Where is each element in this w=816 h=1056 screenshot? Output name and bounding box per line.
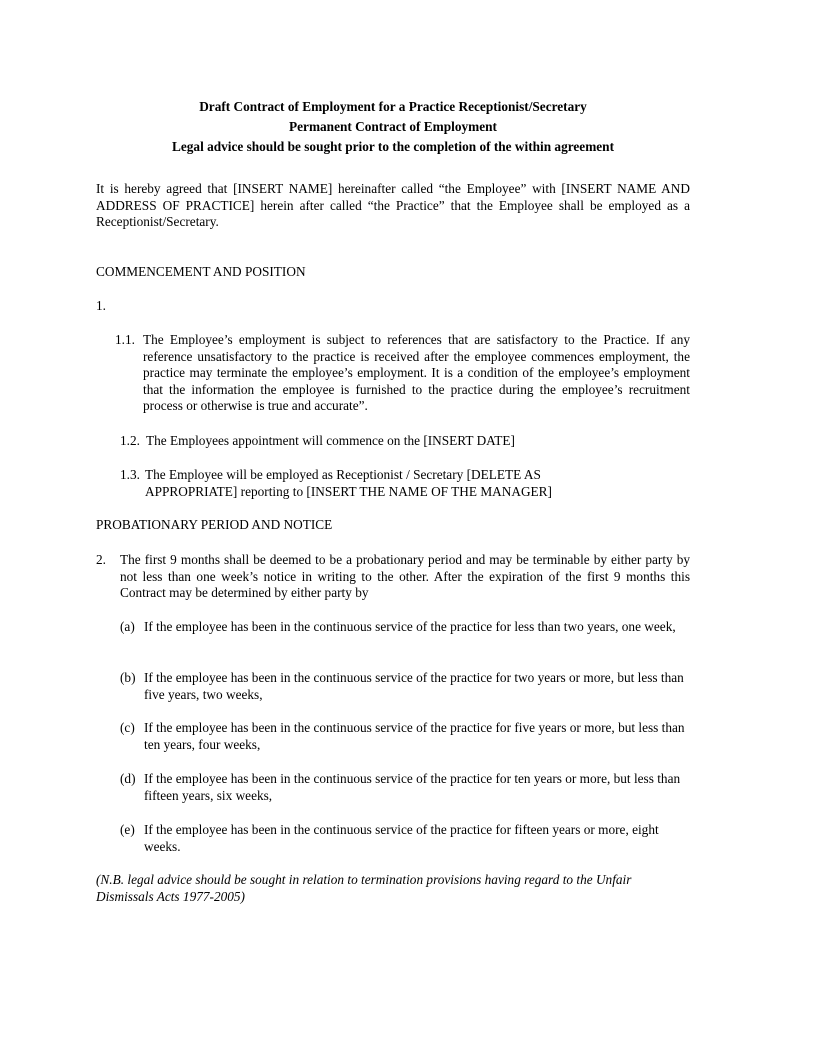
document-title xyxy=(96,97,690,157)
item-label: (d) xyxy=(120,771,136,786)
section-2-text: The first 9 months shall be deemed to be a probationary period and may be terminable by either party by not less than one week’s notice in writing to the other. After the expiration of the first 9 months this Contract may be determined by either party by xyxy=(120,552,690,601)
clause-text: The Employee will be employed as Receptionist / Secretary [DELETE AS APPROPRIATE] reporting to [INSERT THE NAME OF THE MANAGER] xyxy=(145,467,552,499)
clause-text: The Employees appointment will commence on the [INSERT DATE] xyxy=(146,433,515,448)
notice-item-a xyxy=(120,619,690,636)
clause-label: 1.3. xyxy=(120,467,140,482)
item-label: (c) xyxy=(120,720,135,735)
section-1-heading: COMMENCEMENT AND POSITION xyxy=(96,264,306,279)
intro-paragraph: It is hereby agreed that [INSERT NAME] hereinafter called “the Employee” with [INSERT NAME AND ADDRESS OF PRACTICE] herein after called “the Practice” that the Employee shall be employed as a Receptionist/Secretary. xyxy=(96,181,690,230)
legal-note: (N.B. legal advice should be sought in relation to termination provisions having regard to the Unfair Dismissals Acts 1977-2005) xyxy=(96,872,632,904)
item-text: If the employee has been in the continuous service of the practice for fifteen years or more, eight weeks. xyxy=(144,822,659,854)
item-label: (a) xyxy=(120,619,135,634)
notice-item-d xyxy=(120,771,690,804)
section-2-number: 2. xyxy=(96,552,106,567)
clause-text: The Employee’s employment is subject to references that are satisfactory to the Practice. If any reference unsatisfactory to the practice is received after the employee commences employment, the practice may terminate the employee’s employment. It is a condition of the employee’s employment that the information the employee is furnished to the practice during the employee’s recruitment process or otherwise is true and accurate”. xyxy=(143,332,690,414)
clause-1-3 xyxy=(120,467,570,500)
clause-1-1 xyxy=(115,332,690,415)
section-1-number: 1. xyxy=(96,298,106,313)
title-line-3: Legal advice should be sought prior to the completion of the within agreement xyxy=(172,139,614,154)
clause-1-2 xyxy=(120,433,690,450)
clause-label: 1.2. xyxy=(120,433,140,448)
title-line-1: Draft Contract of Employment for a Practice Receptionist/Secretary xyxy=(199,99,587,114)
item-text: If the employee has been in the continuous service of the practice for less than two years, one week, xyxy=(144,619,676,634)
notice-item-c xyxy=(120,720,690,753)
section-2-heading: PROBATIONARY PERIOD AND NOTICE xyxy=(96,517,333,532)
clause-label: 1.1. xyxy=(115,332,135,347)
item-text: If the employee has been in the continuous service of the practice for five years or more, but less than ten years, four weeks, xyxy=(144,720,685,752)
item-label: (b) xyxy=(120,670,136,685)
notice-item-e xyxy=(120,822,690,855)
title-line-2: Permanent Contract of Employment xyxy=(289,119,497,134)
item-label: (e) xyxy=(120,822,135,837)
notice-item-b xyxy=(120,670,690,703)
section-2-paragraph xyxy=(96,552,690,602)
item-text: If the employee has been in the continuous service of the practice for two years or more, but less than five years, two weeks, xyxy=(144,670,684,702)
item-text: If the employee has been in the continuous service of the practice for ten years or more, but less than fifteen years, six weeks, xyxy=(144,771,681,803)
